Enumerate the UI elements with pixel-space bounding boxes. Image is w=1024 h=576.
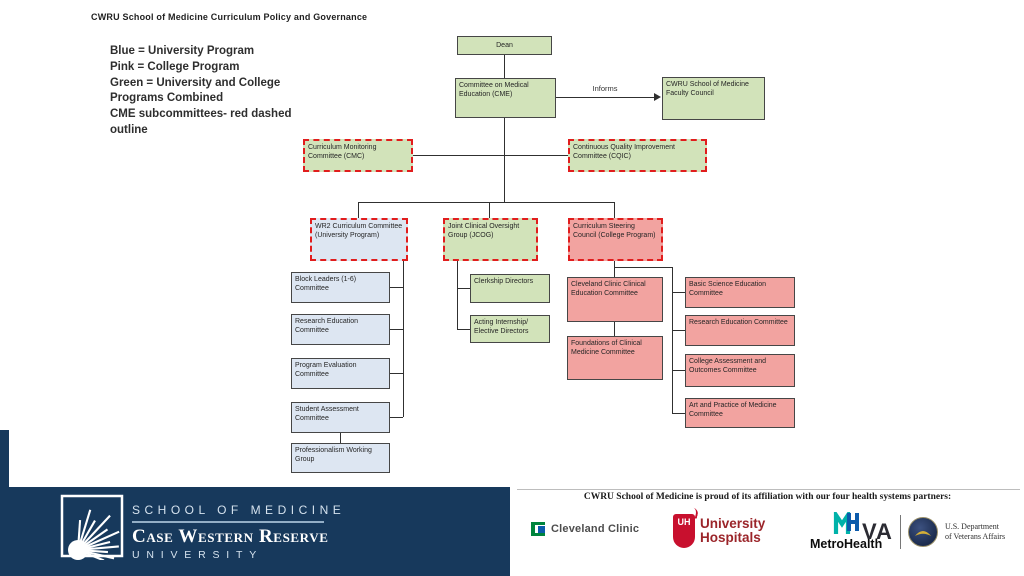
informs-arrowhead-icon (654, 93, 661, 101)
connector-line (340, 433, 341, 443)
connector-line (672, 330, 685, 331)
connector-line (489, 202, 490, 218)
connector-line (672, 292, 685, 293)
node-student-assess: Student Assessment Committee (291, 402, 390, 433)
va-dept-line2: of Veterans Affairs (944, 532, 1006, 541)
node-bse: Basic Science Education Committee (685, 277, 795, 308)
node-faculty-council: CWRU School of Medicine Faculty Council (662, 77, 765, 120)
node-csc: Curriculum Steering Council (College Program) (568, 218, 663, 261)
node-prog-eval: Program Evaluation Committee (291, 358, 390, 389)
school-of-medicine-label: SCHOOL OF MEDICINE (132, 503, 346, 517)
va-divider (900, 515, 901, 549)
node-prof-wg: Professionalism Working Group (291, 443, 390, 473)
node-block-leaders: Block Leaders (1-6) Committee (291, 272, 390, 303)
va-logo (862, 515, 1005, 549)
node-wr2: WR2 Curriculum Committee (University Program) (310, 218, 408, 261)
va-acronym-label: VA (862, 519, 893, 544)
connector-line (358, 202, 615, 203)
wordmark-divider (132, 521, 324, 523)
metrohealth-label: MetroHealth (810, 537, 883, 551)
legend-line: CME subcommittees- red dashed (110, 108, 292, 121)
cleveland-clinic-icon (531, 522, 545, 536)
connector-line (457, 261, 458, 329)
metrohealth-mh-icon (833, 512, 860, 535)
cleveland-clinic-logo (531, 522, 639, 536)
va-seal-icon (908, 517, 938, 547)
node-cme: Committee on Medical Education (CME) (455, 78, 556, 118)
university-hospitals-label (700, 517, 765, 545)
connector-line (614, 267, 672, 268)
connector-line (504, 55, 505, 78)
uh-shield-icon: UH (673, 514, 695, 548)
case-western-reserve-label: Case Western Reserve (132, 525, 329, 547)
connector-line (614, 202, 615, 218)
node-cmc: Curriculum Monitoring Committee (CMC) (303, 139, 413, 172)
node-apm: Art and Practice of Medicine Committee (685, 398, 795, 428)
partners-heading: CWRU School of Medicine is proud of its affiliation with our four health systems partners: (583, 492, 952, 502)
legend-line: Pink = College Program (110, 60, 240, 73)
connector-line (556, 97, 656, 98)
left-edge-strip (0, 430, 9, 488)
connector-line (672, 267, 673, 413)
informs-edge-label: Informs (592, 84, 618, 93)
connector-line (672, 413, 685, 414)
cwru-sunburst-logo-icon (60, 494, 126, 560)
connector-line (358, 202, 359, 218)
cleveland-clinic-label: Cleveland Clinic (551, 523, 640, 535)
node-research-ed-col: Research Education Committee (685, 315, 795, 346)
node-cc-cec: Cleveland Clinic Clinical Education Committee (567, 277, 663, 322)
legend-line: Blue = University Program (110, 45, 255, 57)
connector-line (672, 370, 685, 371)
connector-line (390, 329, 403, 330)
connector-line (403, 261, 404, 417)
node-cao: College Assessment and Outcomes Committee (685, 354, 795, 387)
node-fcm: Foundations of Clinical Medicine Committee (567, 336, 663, 380)
cwru-wordmark (132, 503, 345, 561)
va-dept-line1: U.S. Department (944, 522, 999, 531)
university-label: UNIVERSITY (132, 548, 264, 561)
node-jcog: Joint Clinical Oversight Group (JCOG) (443, 218, 538, 261)
connector-line (390, 287, 403, 288)
va-department-label (945, 522, 1005, 542)
connector-line (390, 373, 403, 374)
legend-line: outline (110, 123, 148, 136)
connector-line (390, 417, 403, 418)
node-clerkship: Clerkship Directors (470, 274, 550, 303)
connector-line (457, 329, 470, 330)
uh-line1: University (700, 516, 766, 531)
color-legend (110, 44, 291, 139)
legend-line: Green = University and College (110, 76, 281, 89)
partners-top-rule (517, 489, 1020, 490)
university-hospitals-logo (673, 514, 765, 548)
connector-line (457, 288, 470, 289)
node-cqic: Continuous Quality Improvement Committee (CQIC) (568, 139, 707, 172)
uh-line2: Hospitals (700, 530, 761, 546)
connector-line (614, 322, 615, 336)
chart-title: CWRU School of Medicine Curriculum Policy and Governance (91, 12, 368, 22)
node-research-ed-univ: Research Education Committee (291, 314, 390, 345)
legend-line: Programs Combined (110, 92, 224, 105)
connector-line (614, 261, 615, 277)
connector-line (504, 118, 505, 203)
connector-line (413, 155, 568, 156)
node-dean: Dean (457, 36, 552, 55)
node-acting-intern: Acting Internship/ Elective Directors (470, 315, 550, 343)
